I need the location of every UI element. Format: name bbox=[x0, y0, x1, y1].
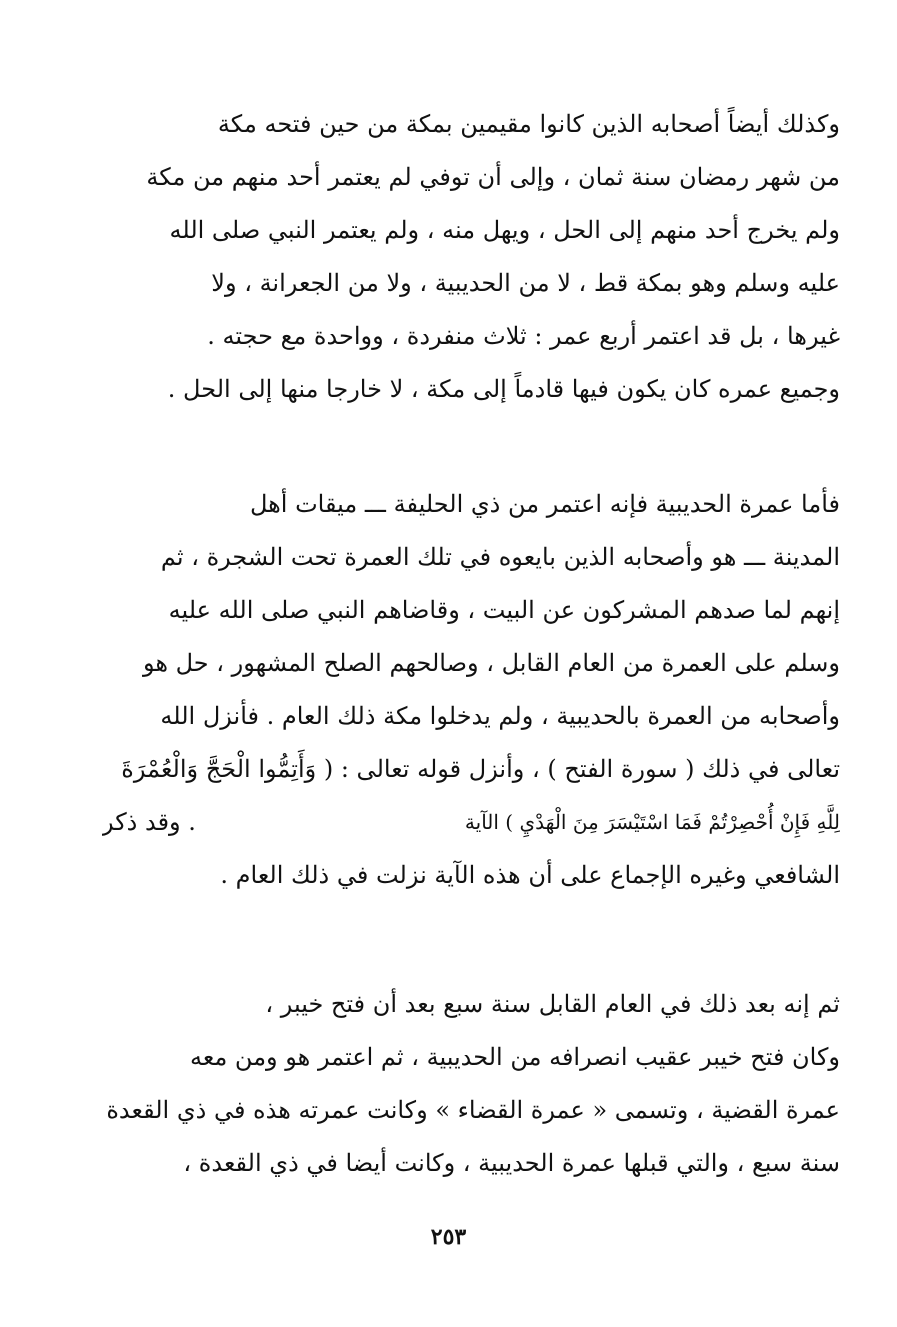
quran-verse-text: لِلَّهِ فَإِنْ أُحْصِرْتُمْ فَمَا اسْتَيْسَرَ مِنَ الْهَدْيِ ) الآية bbox=[464, 810, 840, 834]
paragraph-3 bbox=[102, 978, 840, 1190]
page-number: ٢٥٣ bbox=[430, 1224, 467, 1250]
text-line: وكذلك أيضاً أصحابه الذين كانوا مقيمين بمكة من حين فتحه مكة bbox=[217, 110, 840, 138]
text-line: وسلم على العمرة من العام القابل ، وصالحهم الصلح المشهور ، حل هو bbox=[142, 649, 840, 677]
text-line: وكان فتح خيبر عقيب انصرافه من الحديبية ، ثم اعتمر هو ومن معه bbox=[190, 1043, 840, 1071]
text-line: المدينة ـــ هو وأصحابه الذين بايعوه في تلك العمرة تحت الشجرة ، ثم bbox=[160, 543, 840, 571]
text-line: الشافعي وغيره الإجماع على أن هذه الآية نزلت في ذلك العام . bbox=[220, 861, 840, 889]
text-line: من شهر رمضان سنة ثمان ، وإلى أن توفي لم يعتمر أحد منهم من مكة bbox=[146, 163, 840, 191]
text-line: إنهم لما صدهم المشركون عن البيت ، وقاضاهم النبي صلى الله عليه bbox=[168, 596, 840, 624]
text-line: فأما عمرة الحديبية فإنه اعتمر من ذي الحليفة ـــ ميقات أهل bbox=[249, 490, 840, 518]
quran-verse-line bbox=[102, 796, 840, 849]
text-line: غيرها ، بل قد اعتمر أربع عمر : ثلاث منفردة ، وواحدة مع حجته . bbox=[207, 322, 840, 350]
text-line: عمرة القضية ، وتسمى « عمرة القضاء » وكانت عمرته هذه في ذي القعدة bbox=[106, 1096, 840, 1124]
text-line: سنة سبع ، والتي قبلها عمرة الحديبية ، وكانت أيضا في ذي القعدة ، bbox=[183, 1149, 840, 1177]
paragraph-1 bbox=[102, 98, 840, 416]
text-line: عليه وسلم وهو بمكة قط ، لا من الحديبية ، ولا من الجعرانة ، ولا bbox=[211, 269, 840, 297]
text-line: ولم يخرج أحد منهم إلى الحل ، ويهل منه ، ولم يعتمر النبي صلى الله bbox=[169, 216, 840, 244]
paragraph-2 bbox=[102, 478, 840, 902]
text-line: ثم إنه بعد ذلك في العام القابل سنة سبع بعد أن فتح خيبر ، bbox=[265, 990, 840, 1018]
text-line: وجميع عمره كان يكون فيها قادماً إلى مكة ، لا خارجا منها إلى الحل . bbox=[167, 375, 840, 403]
text-line: وأصحابه من العمرة بالحديبية ، ولم يدخلوا مكة ذلك العام . فأنزل الله bbox=[160, 702, 840, 730]
verse-line-continuation: . وقد ذكر bbox=[102, 808, 196, 836]
text-line: تعالى في ذلك ( سورة الفتح ) ، وأنزل قوله تعالى : ( وَأَتِمُّوا الْحَجَّ وَالْعُمْرَةَ bbox=[121, 755, 840, 783]
